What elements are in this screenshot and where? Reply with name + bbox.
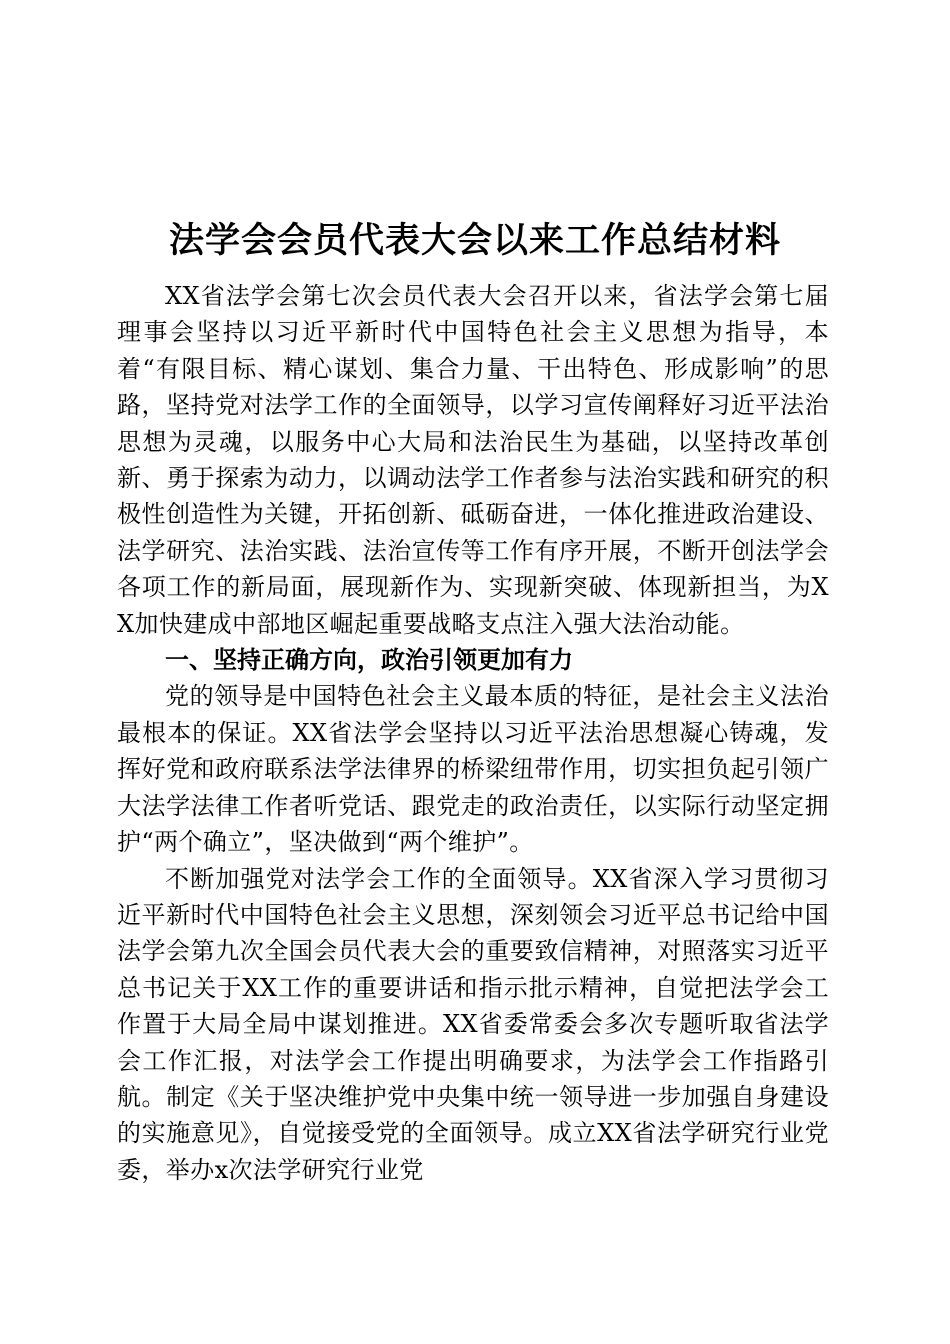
section-1-paragraph-2: 不断加强党对法学会工作的全面领导。XX省深入学习贯彻习近平新时代中国特色社会主义思想，深刻领会习近平总书记给中国法学会第九次全国会员代表大会的重要致信精神，对照落实习近平总书记关于XX工作的重要讲话和指示批示精神，自觉把法学会工作置于大局全局中谋划推进。XX省委常委会多次专题听取省法学会工作汇报，对法学会工作提出明确要求，为法学会工作指路引航。制定《关于坚决维护党中央集中统一领导进一步加强自身建设的实施意见》，自觉接受党的全面领导。成立XX省法学研究行业党委，举办x次法学研究行业党: [117, 864, 829, 1184]
intro-paragraph: XX省法学会第七次会员代表大会召开以来，省法学会第七届理事会坚持以习近平新时代中国特色社会主义思想为指导，本着“有限目标、精心谋划、集合力量、干出特色、形成影响”的思路，坚持党对法学工作的全面领导，以学习宣传阐释好习近平法治思想为灵魂，以服务中心大局和法治民生为基础，以坚持改革创新、勇于探索为动力，以调动法学工作者参与法治实践和研究的积极性创造性为关键，开拓创新、砥砺奋进，一体化推进政治建设、法学研究、法治实践、法治宣传等工作有序开展，不断开创法学会各项工作的新局面，展现新作为、实现新突破、体现新担当，为XX加快建成中部地区崛起重要战略支点注入强大法治动能。: [117, 282, 829, 638]
document-body: [117, 278, 829, 1188]
section-heading-1: 一、坚持正确方向，政治引领更加有力: [165, 646, 573, 675]
document-title: 法学会会员代表大会以来工作总结材料: [168, 220, 781, 262]
section-1-paragraph-1: 党的领导是中国特色社会主义最本质的特征，是社会主义法治最根本的保证。XX省法学会坚持以习近平法治思想凝心铸魂，发挥好党和政府联系法学法律界的桥梁纽带作用，切实担负起引领广大法学法律工作者听党话、跟党走的政治责任，以实际行动坚定拥护“两个确立”，坚决做到“两个维护”。: [117, 682, 829, 857]
